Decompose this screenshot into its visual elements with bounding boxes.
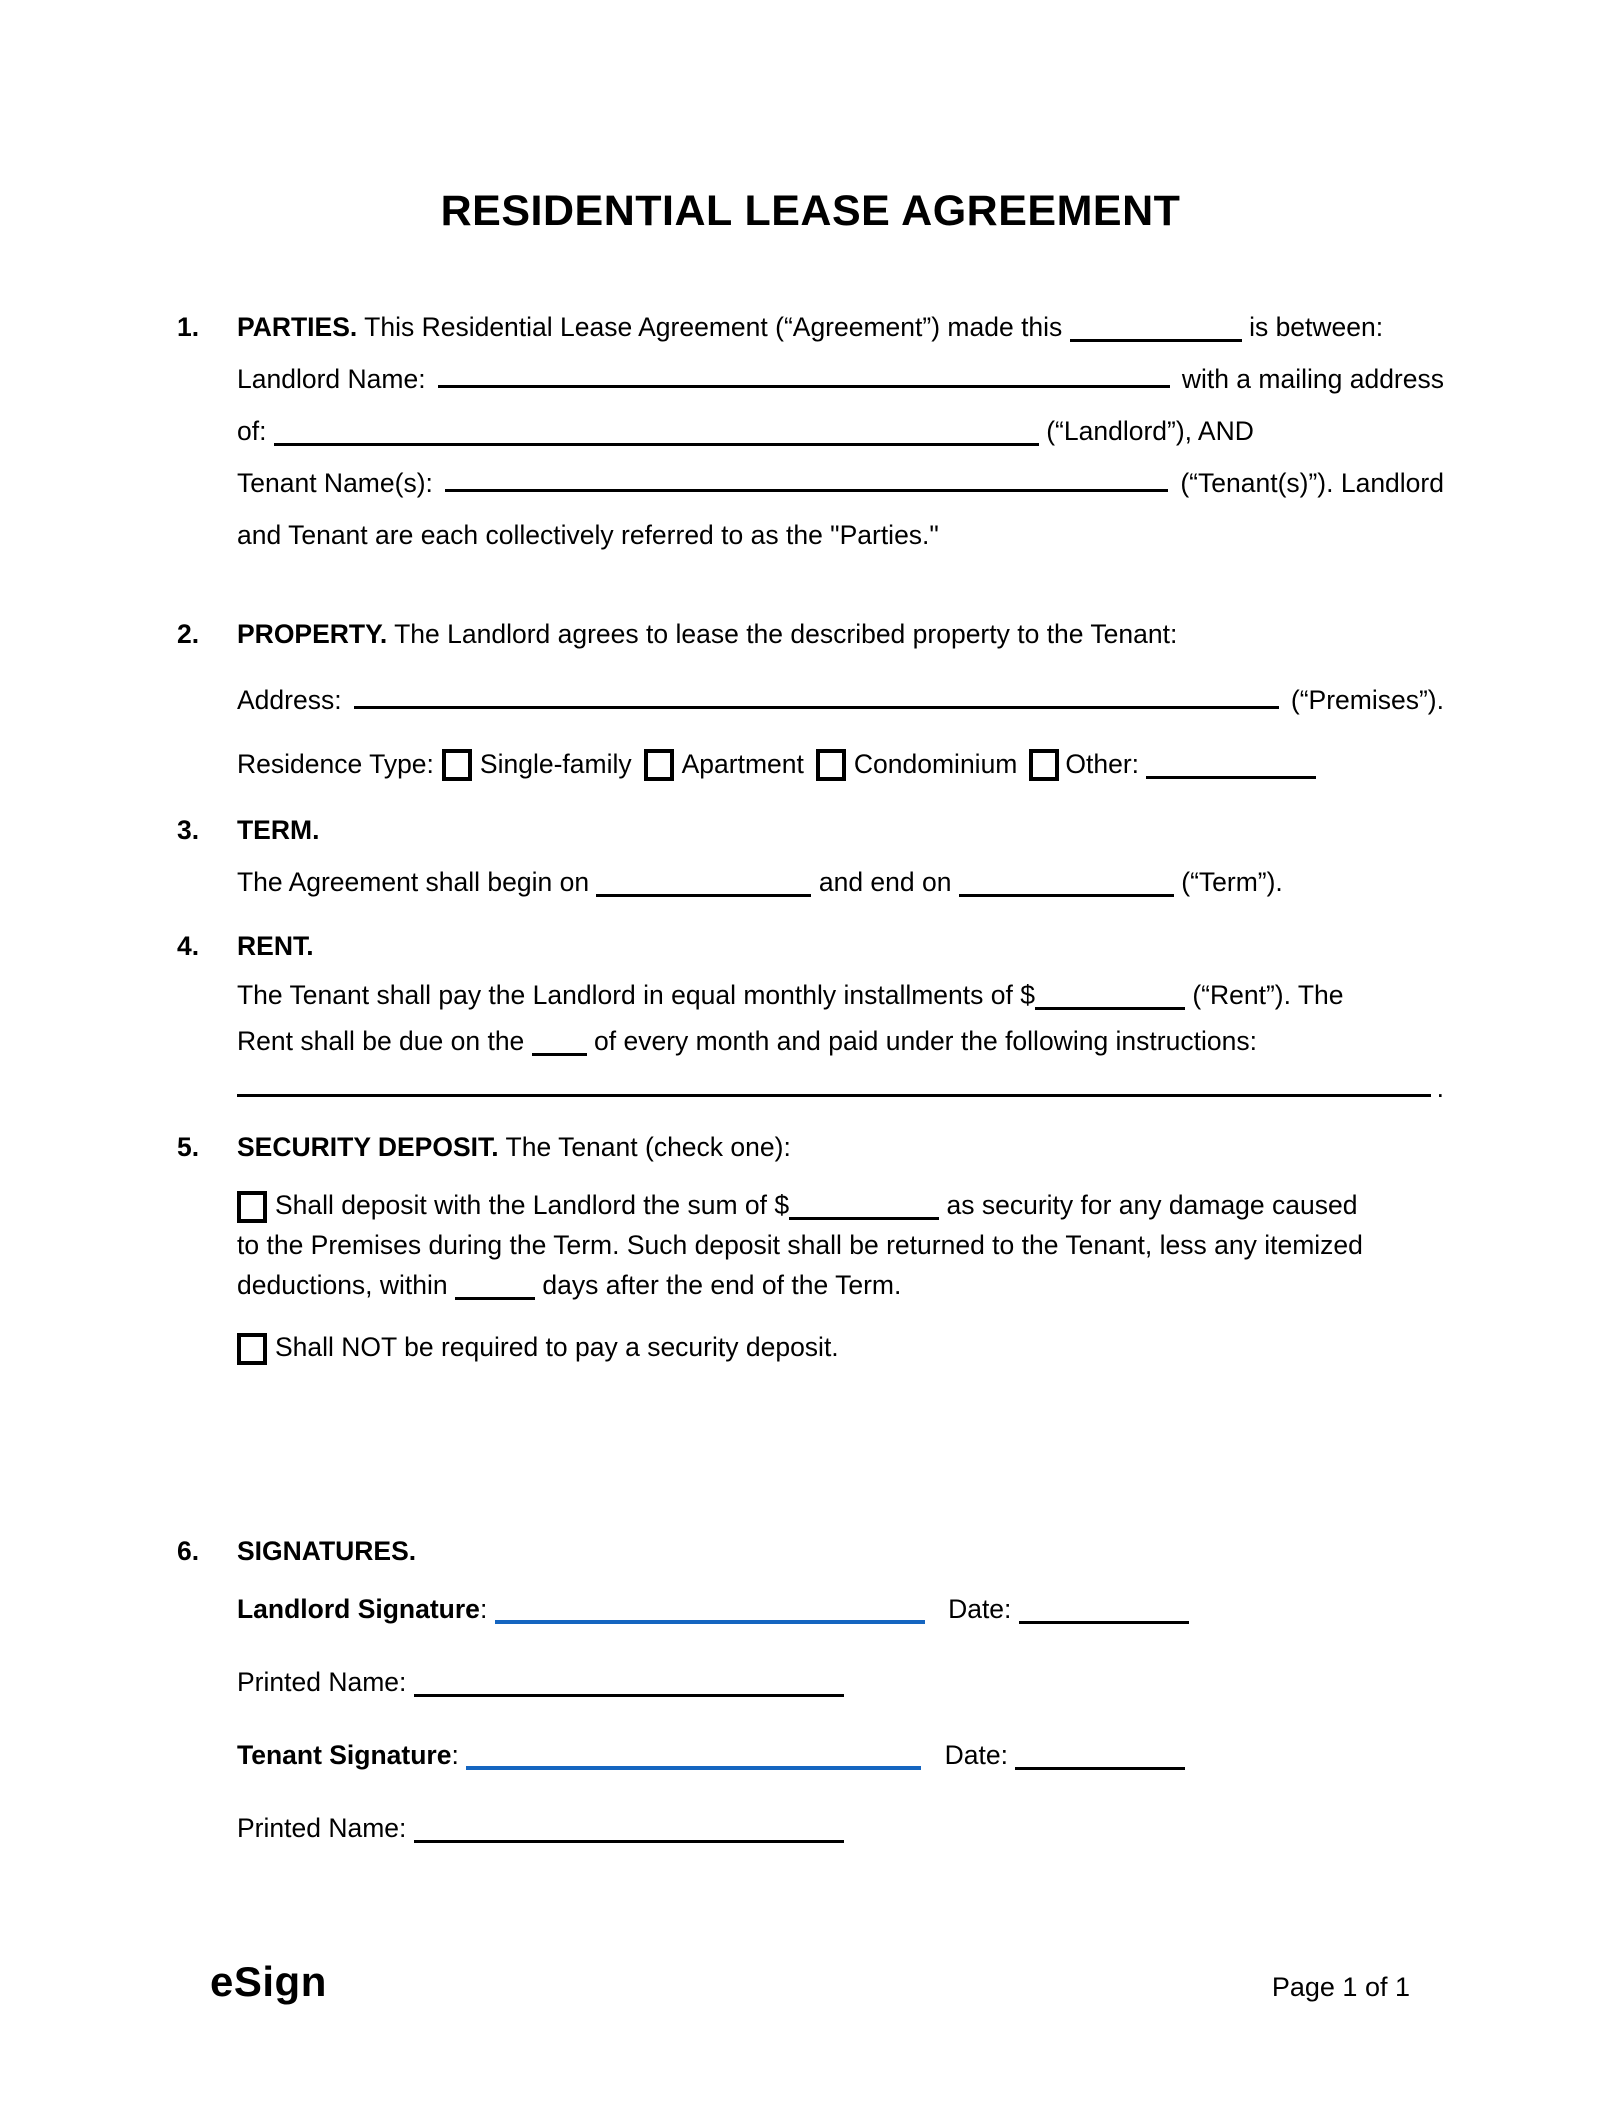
section-number: 4. — [177, 931, 200, 961]
parties-intro-end: is between: — [1249, 312, 1384, 342]
deposit-sum-text: Shall deposit with the Landlord the sum of $ — [275, 1190, 790, 1220]
landlord-designation-text: (“Landlord”), AND — [1046, 416, 1254, 446]
deposit-amount-blank[interactable] — [789, 1187, 939, 1220]
date-label: Date: — [944, 1740, 1008, 1770]
tenant-names-blank[interactable] — [445, 459, 1168, 492]
no-deposit-checkbox[interactable] — [237, 1333, 267, 1365]
date-label: Date: — [948, 1594, 1012, 1624]
tenant-signature-line[interactable] — [466, 1736, 921, 1770]
rent-amount-blank[interactable] — [1035, 977, 1185, 1010]
agreement-date-blank[interactable] — [1070, 309, 1242, 342]
section-number: 1. — [177, 312, 200, 342]
term-start-blank[interactable] — [596, 864, 811, 897]
premises-address-blank[interactable] — [354, 676, 1279, 709]
parties-closing-text: and Tenant are each collectively referred to as the "Parties." — [237, 520, 939, 550]
of-label: of: — [237, 416, 267, 446]
section-heading: PROPERTY. — [237, 619, 388, 649]
rent-due-text: Rent shall be due on the — [237, 1026, 525, 1056]
section-rent — [177, 920, 1444, 1111]
rent-designation-text: (“Rent”). The — [1192, 980, 1344, 1010]
printed-name-label: Printed Name: — [237, 1667, 407, 1697]
section-heading: SECURITY DEPOSIT. — [237, 1132, 499, 1162]
deposit-days-text: days after the end of the Term. — [542, 1270, 902, 1300]
term-end-text: and end on — [818, 867, 952, 897]
no-deposit-text: Shall NOT be required to pay a security deposit. — [275, 1332, 839, 1362]
mailing-address-text: with a mailing address — [1181, 364, 1444, 394]
rent-due-day-blank[interactable] — [532, 1023, 587, 1056]
residence-other-checkbox[interactable] — [1029, 749, 1059, 781]
section-security-deposit — [177, 1121, 1444, 1373]
deposit-option-2 — [237, 1321, 1444, 1373]
tenant-printed-name-blank[interactable] — [414, 1810, 844, 1843]
residence-type-label: Residence Type: — [237, 749, 434, 779]
residence-condominium-checkbox[interactable] — [816, 749, 846, 781]
colon: : — [451, 1740, 459, 1770]
section-signatures — [177, 1525, 1444, 1854]
tenant-designation-text: (“Tenant(s)”). Landlord — [1180, 468, 1444, 498]
tenant-date-blank[interactable] — [1015, 1737, 1185, 1770]
deposit-days-blank[interactable] — [455, 1267, 535, 1300]
residence-option-label: Apartment — [681, 749, 804, 779]
landlord-date-blank[interactable] — [1019, 1591, 1189, 1624]
printed-name-label: Printed Name: — [237, 1813, 407, 1843]
deposit-option-1 — [237, 1185, 1444, 1305]
address-label: Address: — [237, 685, 342, 715]
residence-option-label: Condominium — [853, 749, 1018, 779]
payment-instructions-blank[interactable] — [237, 1064, 1431, 1097]
section-number: 3. — [177, 815, 200, 845]
section-number: 2. — [177, 619, 200, 649]
landlord-signature-line[interactable] — [495, 1590, 925, 1624]
section-heading: TERM. — [237, 815, 320, 845]
premises-designation-text: (“Premises”). — [1290, 685, 1444, 715]
deposit-return-text: to the Premises during the Term. Such deposit shall be returned to the Tenant, less any itemized — [237, 1230, 1363, 1260]
esign-logo: eSign — [210, 1958, 327, 2005]
tenant-name-label: Tenant Name(s): — [237, 468, 433, 498]
colon: : — [479, 1594, 488, 1624]
section-number: 6. — [177, 1536, 200, 1566]
landlord-printed-name-blank[interactable] — [414, 1664, 844, 1697]
residence-option-label: Other: — [1065, 749, 1140, 779]
deposit-required-checkbox[interactable] — [237, 1191, 267, 1223]
tenant-signature-label: Tenant Signature — [237, 1740, 452, 1770]
term-designation-text: (“Term”). — [1181, 867, 1283, 897]
term-begin-text: The Agreement shall begin on — [237, 867, 590, 897]
page-indicator: Page 1 of 1 — [1271, 1972, 1410, 2002]
section-property — [177, 608, 1444, 790]
section-term — [177, 804, 1444, 908]
section-number: 5. — [177, 1132, 200, 1162]
residence-single-family-checkbox[interactable] — [442, 749, 472, 781]
instructions-period: . — [1436, 1073, 1444, 1103]
term-end-blank[interactable] — [959, 864, 1174, 897]
residence-option-label: Single-family — [479, 749, 632, 779]
landlord-signature-label: Landlord Signature — [237, 1594, 480, 1624]
rent-instructions-text: of every month and paid under the following instructions: — [594, 1026, 1257, 1056]
property-intro-text: The Landlord agrees to lease the described property to the Tenant: — [394, 619, 1178, 649]
section-heading: SIGNATURES. — [237, 1536, 417, 1566]
deposit-security-text: as security for any damage caused — [946, 1190, 1358, 1220]
residence-apartment-checkbox[interactable] — [644, 749, 674, 781]
landlord-address-blank[interactable] — [274, 413, 1039, 446]
parties-intro-text: This Residential Lease Agreement (“Agreement”) made this — [364, 312, 1063, 342]
document-title: RESIDENTIAL LEASE AGREEMENT — [440, 187, 1181, 235]
section-heading: RENT. — [237, 931, 314, 961]
deposit-intro-text: The Tenant (check one): — [505, 1132, 791, 1162]
landlord-name-blank[interactable] — [438, 355, 1170, 388]
section-heading: PARTIES. — [237, 312, 358, 342]
section-parties — [177, 301, 1444, 561]
residence-other-blank[interactable] — [1146, 746, 1316, 779]
deposit-deductions-text: deductions, within — [237, 1270, 448, 1300]
landlord-name-label: Landlord Name: — [237, 364, 426, 394]
rent-installments-text: The Tenant shall pay the Landlord in equal monthly installments of $ — [237, 980, 1035, 1010]
